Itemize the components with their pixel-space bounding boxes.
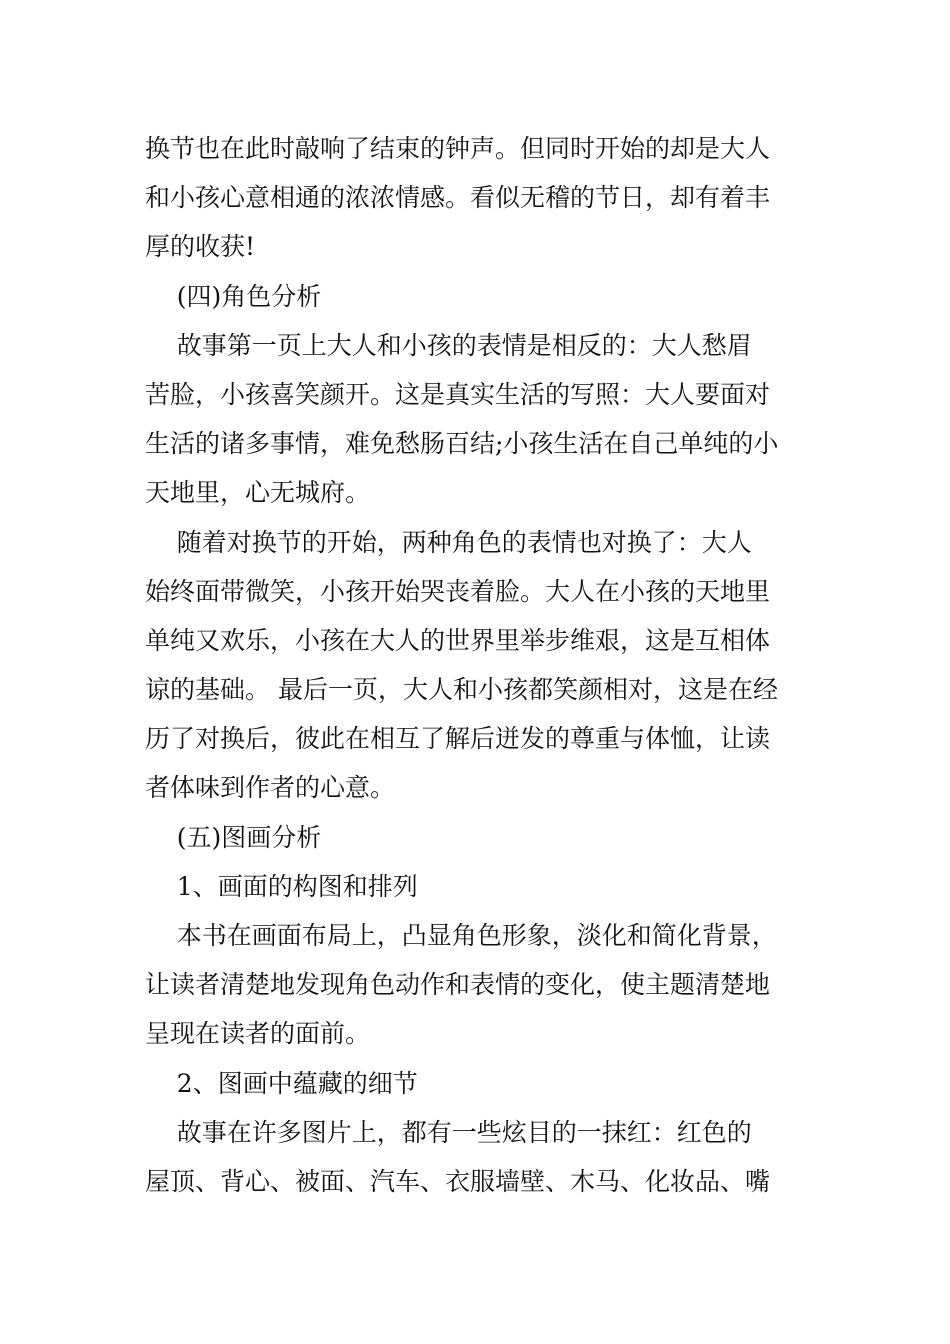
text-line: 单纯又欢乐，小孩在大人的世界里举步维艰，这是互相体 [145, 625, 771, 655]
text-line: 天地里，心无城府。 [145, 478, 371, 508]
text-line: 故事在许多图片上，都有一些炫目的一抹红：红色的 [145, 1117, 752, 1147]
text-line: 本书在画面布局上，凸显角色形象，淡化和简化背景， [145, 921, 777, 950]
text-line: 让读者清楚地发现角色动作和表情的变化，使主题清楚地 [145, 970, 771, 1000]
text-line: 生活的诸多事情，难免愁肠百结;小孩生活在自己单纯的小 [145, 429, 779, 459]
subsection-heading-1: 1、画面的构图和排列 [145, 871, 418, 901]
text-line: 和小孩心意相通的浓浓情感。看似无稽的节日，却有着丰 [145, 183, 771, 213]
body-text [145, 124, 815, 1206]
text-line: 换节也在此时敲响了结束的钟声。但同时开始的却是大人 [145, 134, 771, 163]
text-line: 历了对换后，彼此在相互了解后迸发的尊重与体恤，让读 [145, 724, 771, 754]
section-heading-5: (五)图画分析 [145, 822, 322, 852]
text-line: 厚的收获! [145, 232, 256, 262]
text-line: 谅的基础。 最后一页，大人和小孩都笑颜相对，这是在经 [145, 675, 778, 705]
text-line: 故事第一页上大人和小孩的表情是相反的：大人愁眉 [145, 330, 752, 360]
text-line: 者体味到作者的心意。 [145, 773, 396, 803]
section-heading-4: (四)角色分析 [145, 281, 322, 311]
text-line: 始终面带微笑，小孩开始哭丧着脸。大人在小孩的天地里 [145, 576, 771, 606]
text-line: 随着对换节的开始，两种角色的表情也对换了：大人 [145, 527, 752, 557]
text-line: 呈现在读者的面前。 [145, 1019, 371, 1049]
text-line: 屋顶、背心、被面、汽车、衣服墙壁、木马、化妆品、嘴 [145, 1166, 771, 1196]
subsection-heading-2: 2、图画中蕴藏的细节 [145, 1068, 418, 1098]
text-line: 苦脸，小孩喜笑颜开。这是真实生活的写照：大人要面对 [145, 379, 771, 409]
